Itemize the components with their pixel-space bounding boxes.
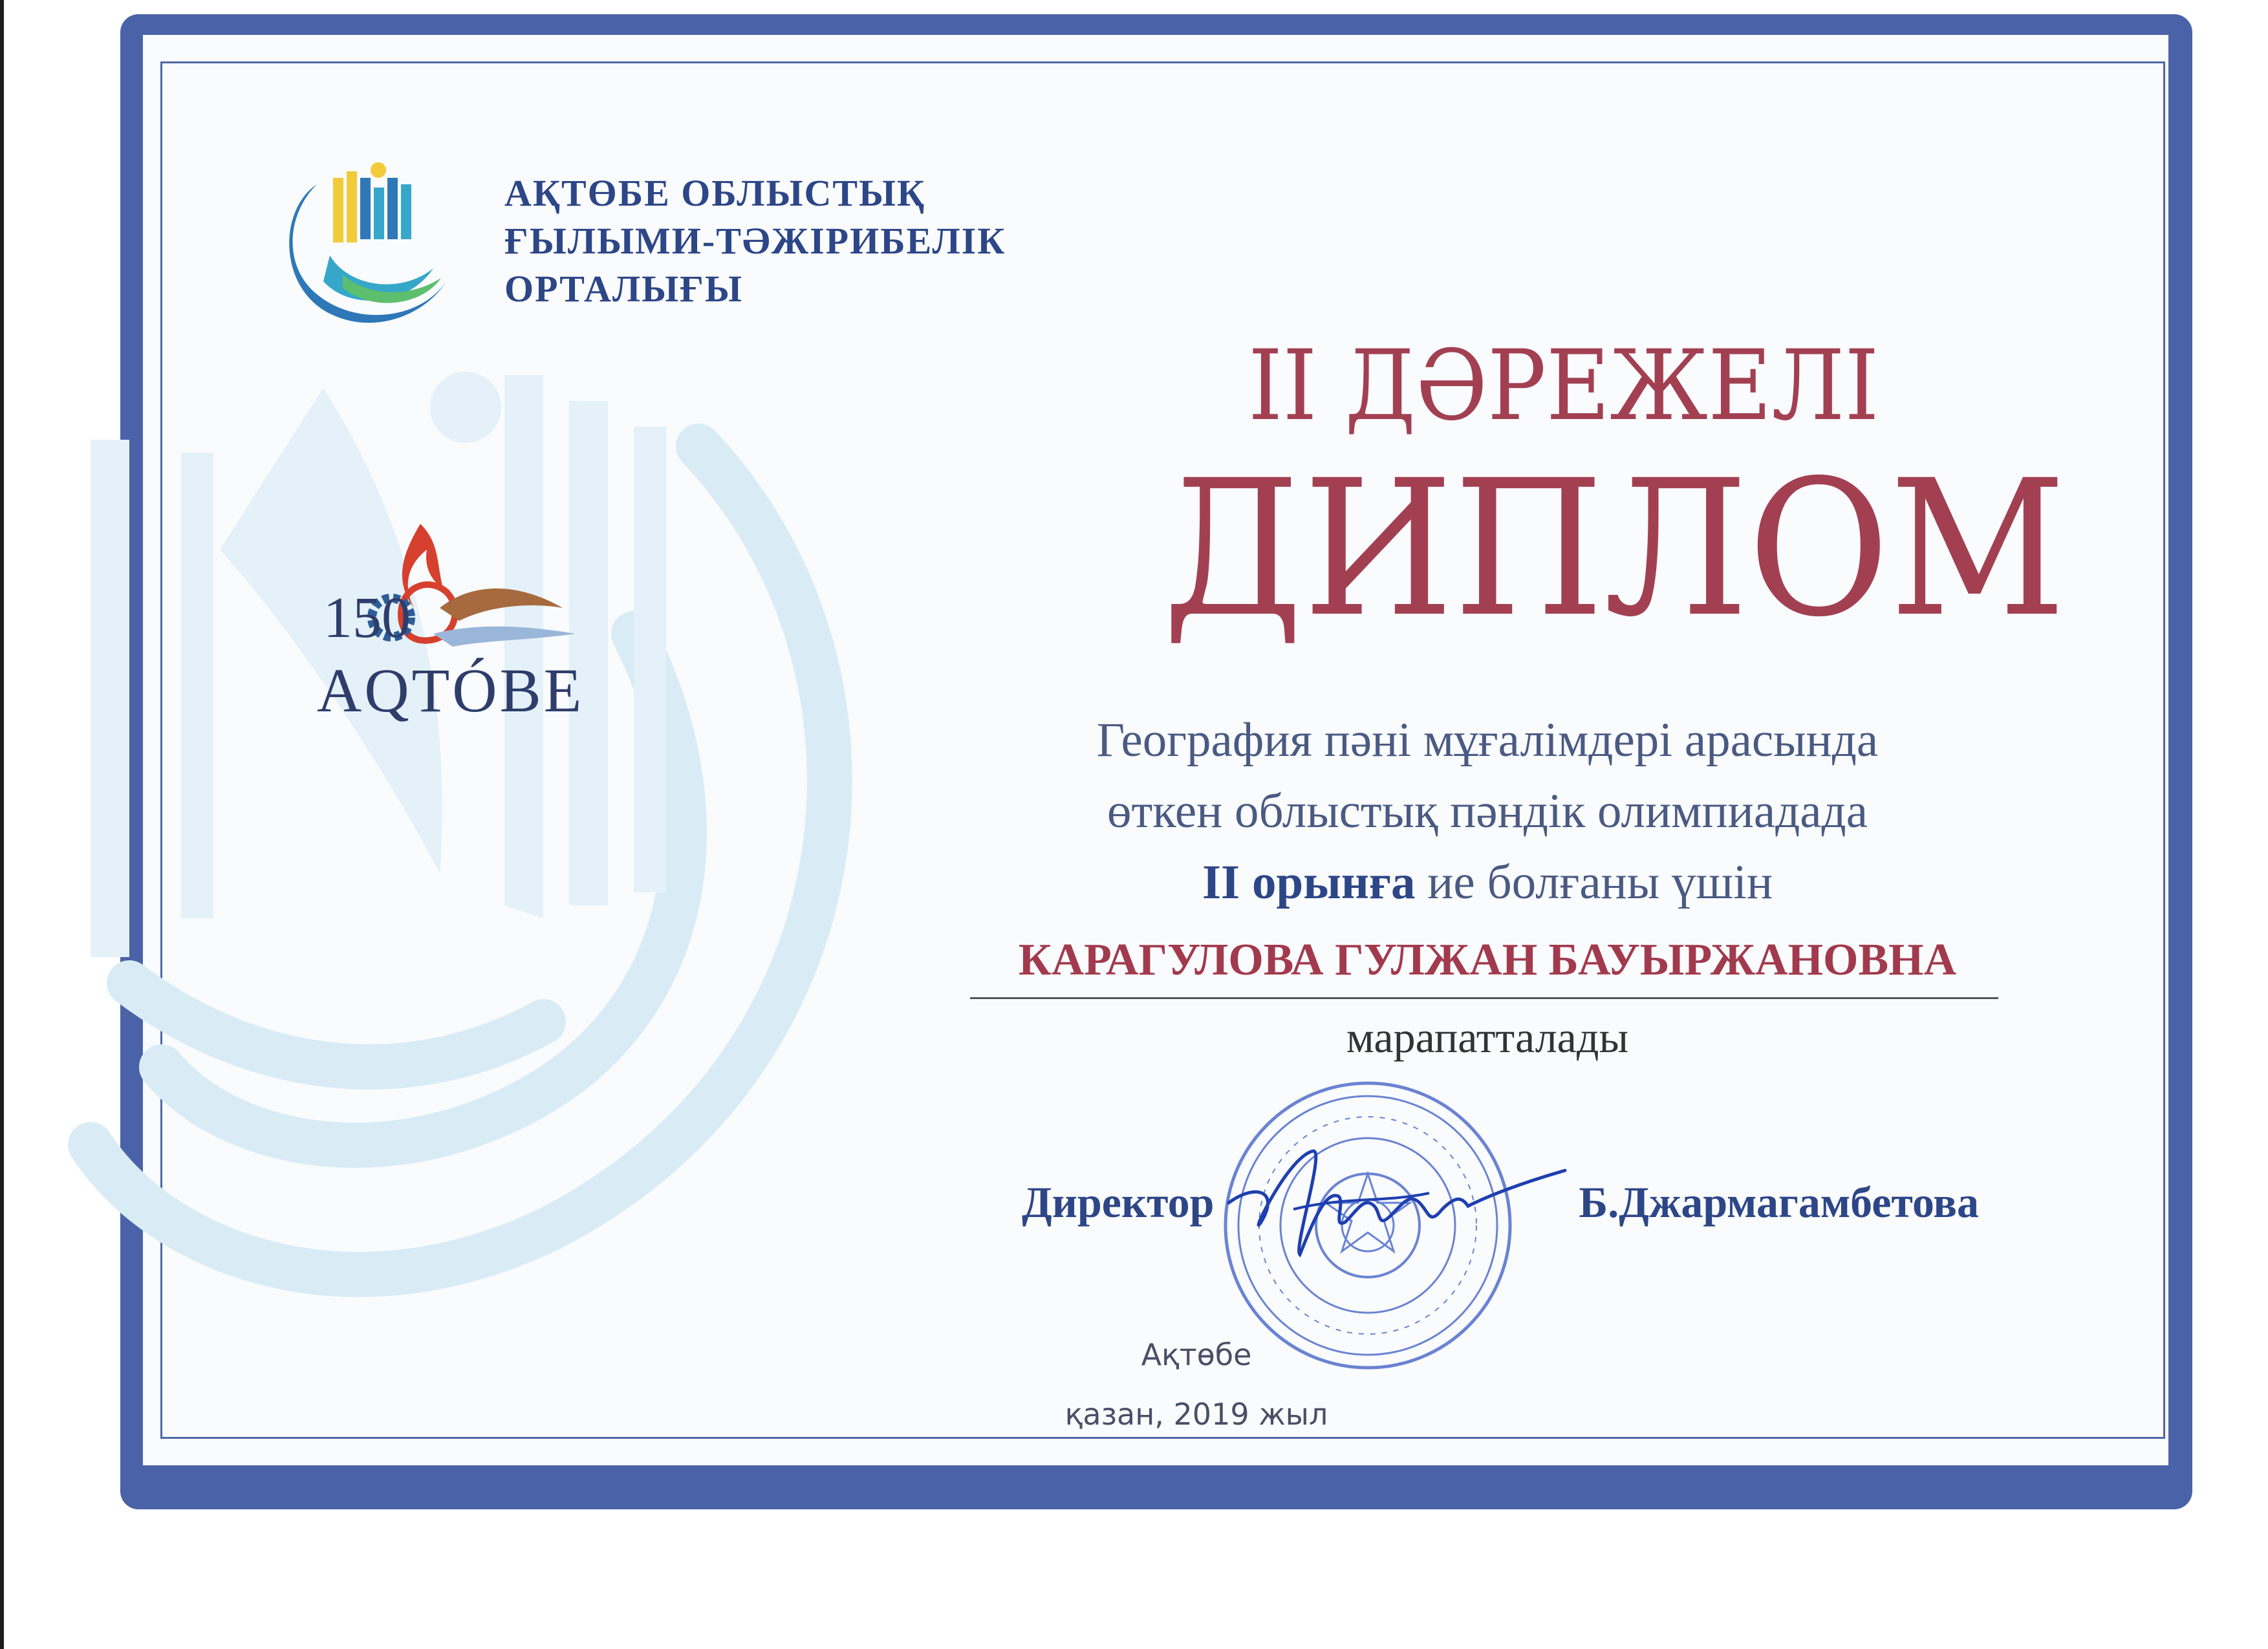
watermark-emblem [52, 336, 892, 1339]
organization-name [504, 169, 1151, 313]
director-name: Б.Джармагамбетова [1579, 1178, 1979, 1227]
organization-name-line2: ҒЫЛЫМИ-ТӘЖІРИБЕЛІК [504, 220, 1006, 262]
scan-edge [0, 0, 4, 1649]
issue-date: қазан, 2019 жыл [1064, 1397, 1328, 1432]
issue-city: Ақтөбе [1141, 1337, 1252, 1372]
aqtobe-logo-name: AQTÓBE [317, 656, 585, 725]
award-place: II орынға [1202, 856, 1416, 909]
organization-name-line3: ОРТАЛЫҒЫ [504, 268, 743, 310]
aqtobe-150-logo [304, 511, 589, 731]
diploma-degree: II ДӘРЕЖЕЛІ [1248, 330, 1879, 442]
awarded-text: марапатталады [1346, 1013, 1629, 1062]
aqtobe-logo-number: 150 [323, 586, 411, 650]
director-title: Директор [1022, 1178, 1215, 1227]
award-reason [970, 705, 2005, 918]
diploma-title: ДИПЛОМ [1163, 440, 2066, 658]
award-reason-line3 [970, 847, 2005, 918]
award-reason-line2: өткен облыстық пәндік олимпиадада [1107, 784, 1868, 838]
award-reason-line3-rest: ие болғаны үшін [1415, 856, 1773, 909]
award-reason-line1: География пәні мұғалімдері арасында [1096, 713, 1879, 767]
recipient-name: КАРАГУЛОВА ГУЛЖАН БАУЫРЖАНОВНА [1018, 935, 1957, 985]
organization-logo [272, 158, 453, 333]
recipient-underline [970, 997, 1998, 999]
signature-row [1022, 1177, 1979, 1242]
organization-name-line1: АҚТӨБЕ ОБЛЫСТЫҚ [504, 172, 926, 214]
